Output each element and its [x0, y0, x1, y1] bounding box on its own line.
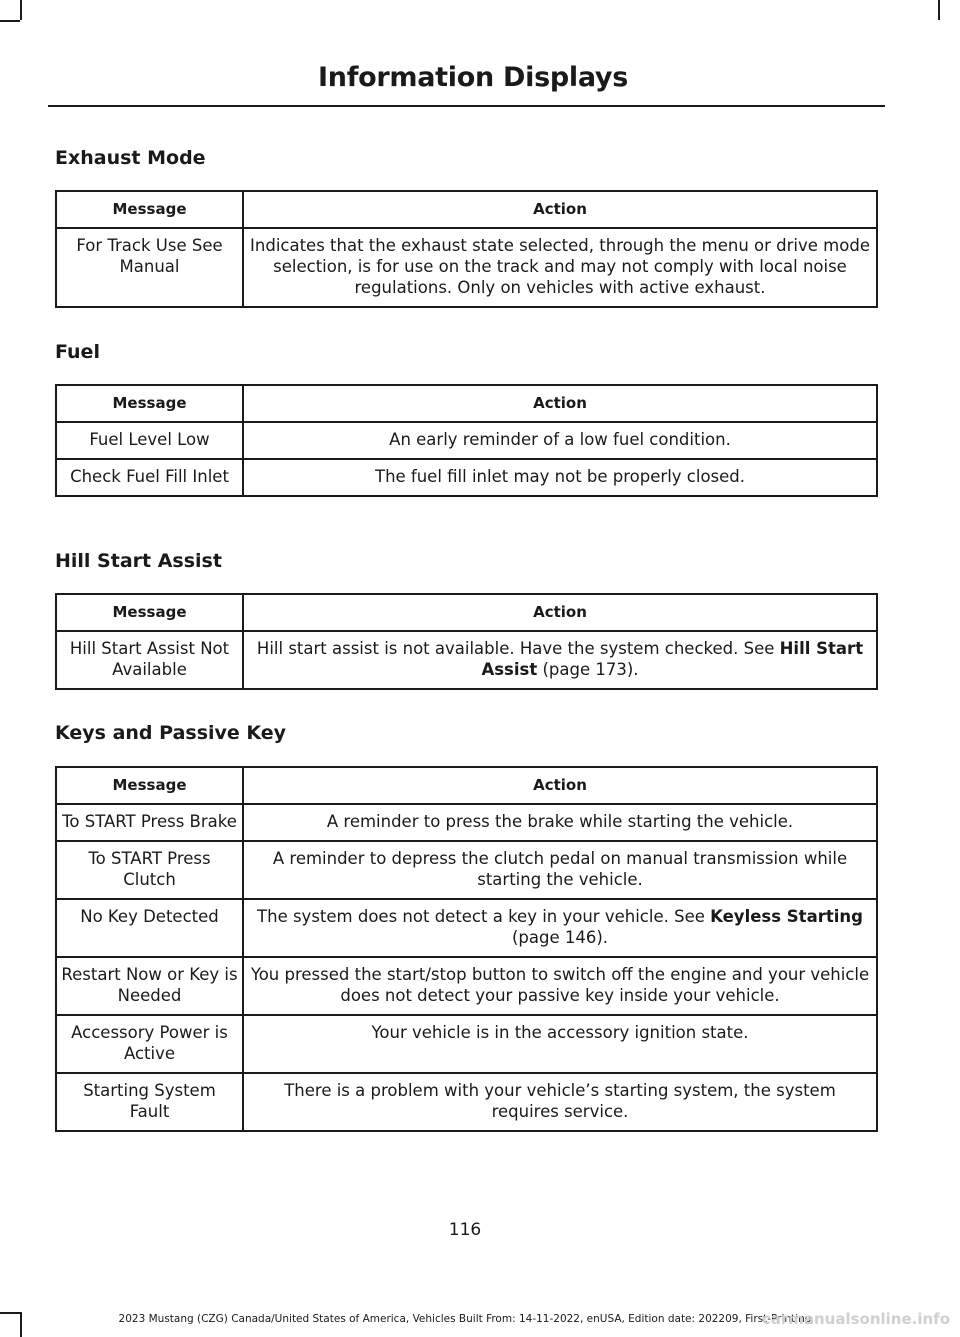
message-cell: Restart Now or Key is Needed [56, 957, 243, 1015]
action-text: Hill start assist is not available. Have the system checked. See [256, 639, 775, 658]
message-cell: No Key Detected [56, 899, 243, 957]
page-number: 116 [448, 1220, 482, 1240]
table-row [56, 841, 877, 899]
keys-table [55, 766, 878, 1132]
message-cell: Accessory Power is Active [56, 1015, 243, 1073]
action-header: Action [243, 767, 877, 804]
exhaust-mode-table [55, 190, 878, 308]
crop-mark [0, 20, 20, 22]
message-header: Message [56, 594, 243, 631]
action-cell: A reminder to press the brake while starting the vehicle. [243, 804, 877, 841]
message-header: Message [56, 191, 243, 228]
table-row [56, 1073, 877, 1131]
action-cell: An early reminder of a low fuel condition. [243, 422, 877, 459]
message-cell: Check Fuel Fill Inlet [56, 459, 243, 496]
section-title-keys-and-passive-key: Keys and Passive Key [55, 722, 287, 744]
cross-reference-link[interactable]: Hill Start Assist [481, 639, 864, 679]
hill-start-assist-table [55, 593, 878, 690]
table-row [56, 422, 877, 459]
message-header: Message [56, 767, 243, 804]
section-title-hill-start-assist: Hill Start Assist [55, 550, 222, 572]
action-text: The system does not detect a key in your vehicle. See [257, 907, 705, 926]
section-title-exhaust-mode: Exhaust Mode [55, 147, 206, 169]
action-cell [243, 899, 877, 957]
section-title-fuel: Fuel [55, 341, 100, 363]
table-row [56, 631, 877, 689]
action-cell: Indicates that the exhaust state selected, through the menu or drive mode selection, is for use on the track and may not comply with local noise regulations. Only on vehicles with active exhaust. [243, 228, 877, 307]
action-cell: The fuel fill inlet may not be properly closed. [243, 459, 877, 496]
page-title: Information Displays [318, 62, 628, 93]
message-cell: To START Press Clutch [56, 841, 243, 899]
watermark: carmanualsonline.info [761, 1310, 950, 1328]
message-header: Message [56, 385, 243, 422]
action-header: Action [243, 191, 877, 228]
crop-mark [938, 0, 940, 20]
action-cell: You pressed the start/stop button to switch off the engine and your vehicle does not detect your passive key inside your vehicle. [243, 957, 877, 1015]
table-row [56, 957, 877, 1015]
message-cell: For Track Use See Manual [56, 228, 243, 307]
crop-mark [20, 0, 22, 20]
table-row [56, 228, 877, 307]
message-cell: Hill Start Assist Not Available [56, 631, 243, 689]
cross-reference-link[interactable]: Keyless Starting [710, 907, 863, 926]
page-reference: (page 146). [511, 928, 609, 947]
action-cell [243, 631, 877, 689]
action-header: Action [243, 594, 877, 631]
header-rule [48, 105, 885, 107]
message-cell: To START Press Brake [56, 804, 243, 841]
action-cell: A reminder to depress the clutch pedal on manual transmission while starting the vehicle. [243, 841, 877, 899]
table-row [56, 804, 877, 841]
table-row [56, 1015, 877, 1073]
action-header: Action [243, 385, 877, 422]
table-row [56, 459, 877, 496]
message-cell: Starting System Fault [56, 1073, 243, 1131]
footer-text: 2023 Mustang (CZG) Canada/United States of America, Vehicles Built From: 14-11-2022, enUSA, Edition date: 202209, First-Printing [118, 1313, 812, 1325]
fuel-table [55, 384, 878, 497]
table-row [56, 899, 877, 957]
message-cell: Fuel Level Low [56, 422, 243, 459]
page-reference: (page 173). [542, 660, 639, 679]
action-cell: There is a problem with your vehicle’s starting system, the system requires service. [243, 1073, 877, 1131]
action-cell: Your vehicle is in the accessory ignition state. [243, 1015, 877, 1073]
